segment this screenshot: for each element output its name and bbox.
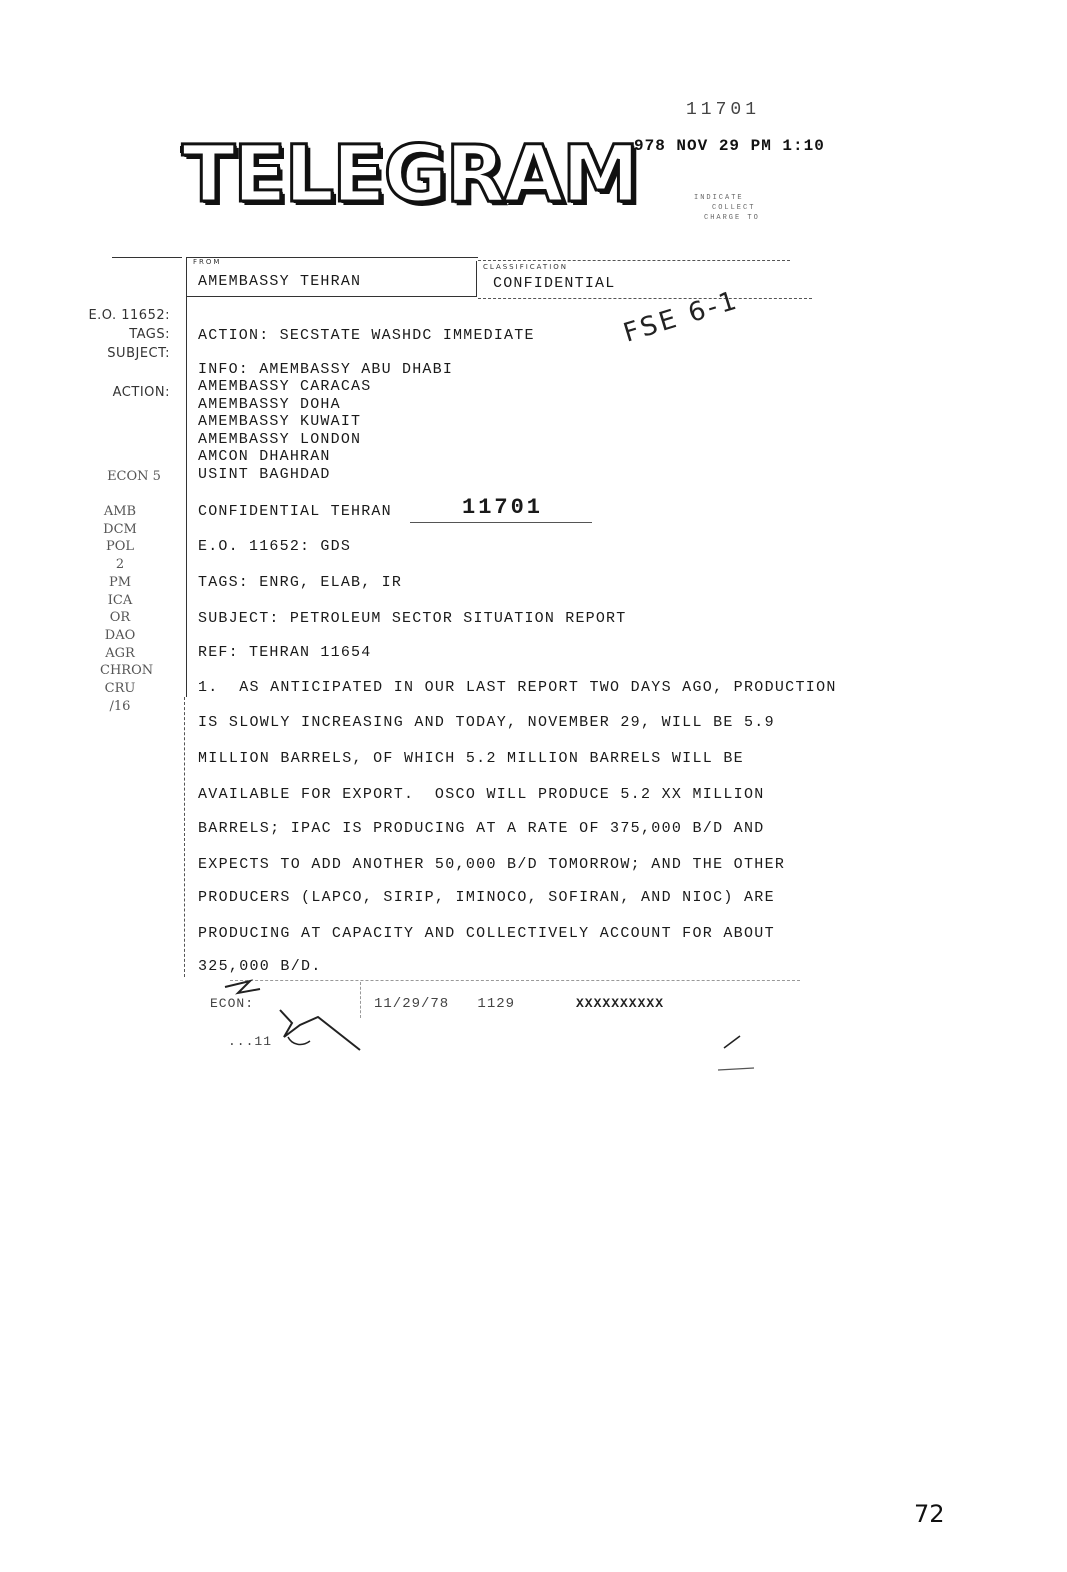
charges-box [694, 193, 760, 223]
distribution-item: OR [109, 610, 131, 626]
distribution-item: CRU [104, 681, 136, 697]
distribution-list [100, 503, 154, 715]
distribution-item: AMB [103, 504, 137, 519]
telegram-number: 11701 [462, 495, 544, 520]
distribution-item: AGR [105, 645, 135, 661]
confidential-tehran-line: CONFIDENTIAL TEHRAN [198, 503, 392, 520]
page-number: 72 [914, 1500, 945, 1528]
info-addressee: AMEMBASSY LONDON [198, 430, 362, 448]
distribution-item: /16 [109, 698, 131, 714]
distribution-item: POL 2 [105, 539, 135, 573]
body-line: EXPECTS TO ADD ANOTHER 50,000 B/D TOMORROW; AND THE OTHER [198, 856, 786, 873]
body-line: IS SLOWLY INCREASING AND TODAY, NOVEMBER 29, WILL BE 5.9 [198, 714, 775, 731]
telegram-masthead: TELEGRAM [182, 130, 638, 220]
clearance-marks: XXXXXXXXXX [576, 996, 665, 1011]
classification-top-rule [478, 260, 790, 261]
tags-label: TAGS: [129, 327, 170, 342]
message-number-stamp: 11701 [686, 100, 761, 120]
initials: ...11 [228, 1034, 273, 1049]
classification-bottom-rule [478, 298, 812, 299]
distribution-item: DCM [103, 521, 137, 537]
body-vertical-rule [184, 697, 186, 977]
subject-label: SUBJECT: [107, 346, 170, 361]
from-bottom-rule [186, 296, 476, 297]
body-line: PRODUCING AT CAPACITY AND COLLECTIVELY ACCOUNT FOR ABOUT [198, 925, 775, 942]
body-line: AVAILABLE FOR EXPORT. OSCO WILL PRODUCE 5.2 XX MILLION [198, 786, 765, 803]
distribution-item: CHRON [100, 663, 154, 679]
drafted-by: ECON: [210, 996, 255, 1011]
eo-label: E.O. 11652: [88, 308, 170, 323]
form-vertical-rule [186, 257, 187, 697]
info-addressee: AMCON DHAHRAN [198, 448, 331, 466]
distribution-item: DAO [104, 627, 136, 643]
charges-line: COLLECT [712, 204, 756, 212]
body-line: BARRELS; IPAC IS PRODUCING AT A RATE OF 375,000 B/D AND [198, 820, 765, 837]
number-underline [410, 522, 592, 523]
info-addressee: AMEMBASSY DOHA [198, 395, 341, 413]
body-line: 1. AS ANTICIPATED IN OUR LAST REPORT TWO DAYS AGO, PRODUCTION [198, 679, 837, 696]
action-label: ACTION: [112, 385, 170, 400]
info-list [198, 378, 371, 484]
footer-date-time: 11/29/78 1129 [374, 996, 516, 1012]
charges-line: CHARGE TO [704, 214, 760, 222]
left-rule [112, 257, 182, 258]
pen-mark [710, 1030, 770, 1080]
classification-label: CLASSIFICATION [483, 263, 568, 271]
distribution-item: ICA [107, 592, 133, 608]
classification-value: CONFIDENTIAL [493, 275, 616, 292]
tags-line: TAGS: ENRG, ELAB, IR [198, 574, 403, 591]
from-label: FROM [193, 258, 222, 266]
info-addressee: AMEMBASSY CARACAS [198, 378, 372, 395]
handwritten-note: FSE 6-1 [620, 285, 743, 349]
from-top-rule [186, 257, 478, 258]
field-separator [476, 261, 477, 297]
charges-line: INDICATE [694, 194, 744, 202]
date-time-stamp: 978 NOV 29 PM 1:10 [634, 137, 825, 155]
subject-line: SUBJECT: PETROLEUM SECTOR SITUATION REPORT [198, 610, 627, 627]
ref-line: REF: TEHRAN 11654 [198, 644, 372, 661]
body-line: PRODUCERS (LAPCO, SIRIP, IMINOCO, SOFIRAN, AND NIOC) ARE [198, 889, 775, 906]
econ-label: ECON 5 [107, 469, 161, 484]
info-addressee: AMEMBASSY KUWAIT [198, 413, 362, 431]
body-line: MILLION BARRELS, OF WHICH 5.2 MILLION BARRELS WILL BE [198, 750, 744, 767]
action-line: ACTION: SECSTATE WASHDC IMMEDIATE [198, 327, 535, 344]
from-value: AMEMBASSY TEHRAN [198, 273, 362, 290]
distribution-item: PM [108, 574, 132, 590]
body-line: 325,000 B/D. [198, 958, 322, 975]
info-line: INFO: AMEMBASSY ABU DHABI [198, 361, 454, 378]
signature-scribble [220, 975, 380, 1060]
eo-line: E.O. 11652: GDS [198, 538, 352, 555]
info-addressee: USINT BAGHDAD [198, 465, 331, 483]
